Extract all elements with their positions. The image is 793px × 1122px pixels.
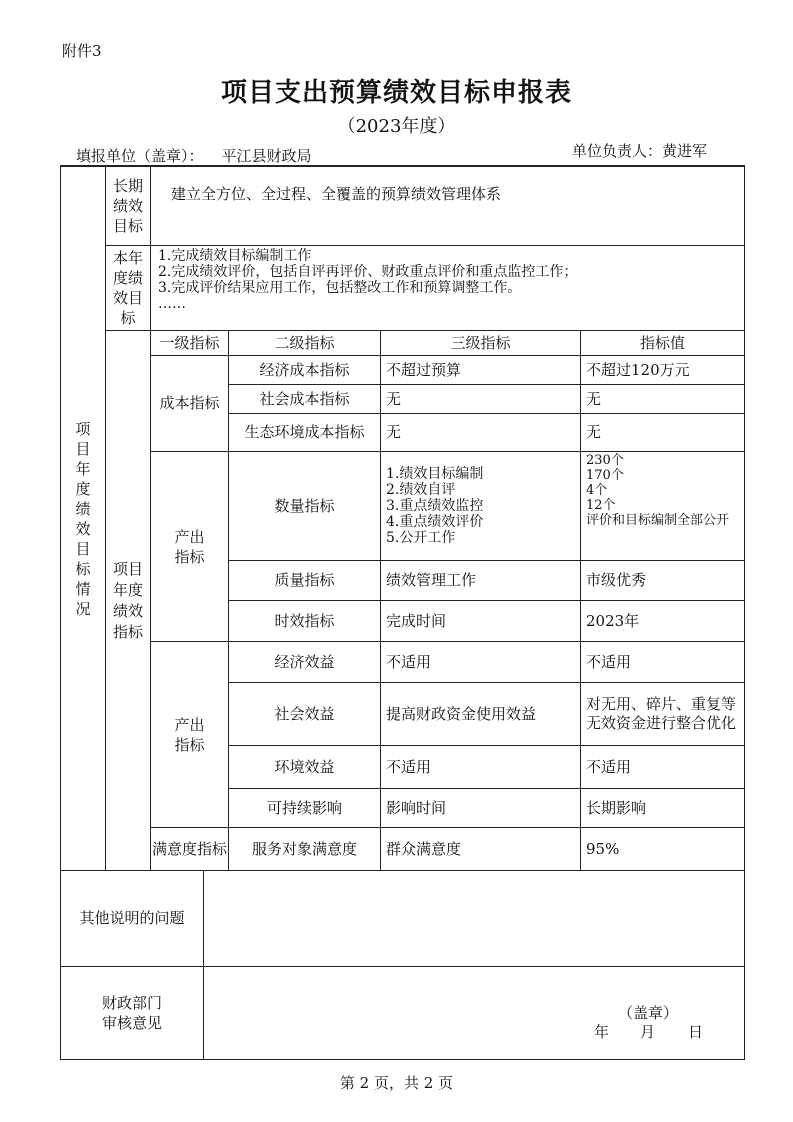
annual-goal-line: …… [158,296,186,312]
project-annual-goal-label: 项目年度绩效目标情况 [75,419,91,618]
row-level3: 影响时间 [386,798,447,817]
row-level2: 环境效益 [274,757,335,776]
filing-unit-name: 平江县财政局 [221,147,312,165]
row-value: 95% [586,839,620,858]
quantity-item: 1.绩效目标编制 [386,466,484,482]
row-value: 长期影响 [586,798,647,817]
row-value [581,452,744,560]
row-level3: 完成时间 [386,611,447,630]
page-title: 项目支出预算绩效目标申报表 [220,78,572,108]
annual-goal-line: 2.完成绩效评价，包括自评再评价、财政重点评价和重点监控工作； [158,264,578,280]
header-level1: 一级指标 [159,333,220,352]
row-value: 2023年 [586,611,640,630]
date-month: 月 [640,1023,656,1041]
row-level2: 生态环境成本指标 [244,423,365,441]
attachment-label: 附件3 [62,42,102,60]
row-level3: 无 [386,423,402,441]
quantity-item: 5.公开工作 [386,530,456,546]
header-level2: 二级指标 [274,333,335,352]
quantity-value: 170个 [586,468,624,483]
row-value: 市级优秀 [586,571,647,589]
row-level2: 经济效益 [274,652,335,671]
long-term-goal-label: 长期绩效目标 [112,177,143,235]
filing-unit-label: 填报单位（盖章）： [76,147,204,165]
annual-indicator-label: 项目年度绩效指标 [112,559,143,641]
annual-goal-label: 本年度绩效目标 [112,249,143,327]
row-value: 无 [586,389,602,408]
row-level3: 提高财政资金使用效益 [386,704,537,723]
row-level3: 不超过预算 [386,360,462,379]
row-value: 不适用 [586,757,632,776]
long-term-goal-content: 建立全方位、全过程、全覆盖的预算绩效管理体系 [171,185,502,203]
row-level3: 无 [386,389,402,408]
annual-goal-line: 1.完成绩效目标编制工作 [158,248,312,264]
quantity-value: 230个 [586,453,624,468]
quantity-item: 4.重点绩效评价 [386,514,484,530]
date-day: 日 [688,1023,704,1041]
seal-label: （盖章） [618,1004,679,1022]
finance-review-label: 财政部门审核意见 [101,994,162,1032]
group-satisfaction: 满意度指标 [151,840,227,858]
date-year: 年 [594,1023,610,1041]
other-issues-field[interactable] [204,871,744,966]
row-level2: 时效指标 [274,611,335,630]
row-level3: 不适用 [386,757,432,776]
quantity-item: 3.重点绩效监控 [386,498,484,514]
group-cost: 成本指标 [159,394,220,412]
row-level3: 绩效管理工作 [386,571,477,589]
row-value: 无 [586,423,602,441]
group-output: 产出指标 [174,527,205,566]
row-value: 不适用 [586,652,632,671]
quantity-value: 4个 [586,483,608,498]
row-level2: 社会效益 [274,704,335,723]
row-level2: 可持续影响 [266,798,342,817]
quantity-value: 评价和目标编制全部公开 [586,513,730,528]
quantity-item: 2.绩效自评 [386,482,456,498]
row-level2: 数量指标 [274,496,335,515]
header-value: 指标值 [639,333,685,352]
unit-leader: 单位负责人：黄进军 [572,142,708,160]
row-level2: 经济成本指标 [259,360,350,379]
row-level3: 群众满意度 [386,839,462,858]
annual-goal-line: 3.完成评价结果应用工作，包括整改工作和预算调整工作。 [158,280,522,296]
year-label: （2023年度） [337,116,456,137]
row-level3 [381,452,580,560]
other-issues-label: 其他说明的问题 [79,909,185,927]
page-number: 第 2 页，共 2 页 [339,1074,454,1092]
group-benefit: 产出指标 [174,715,205,754]
annual-goal-content [151,248,744,330]
row-level3: 不适用 [386,652,432,671]
row-value: 对无用、碎片、重复等无效资金进行整合优化 [586,695,737,732]
row-level2: 社会成本指标 [259,389,350,408]
quantity-value: 12个 [586,498,616,513]
header-level3: 三级指标 [450,333,511,352]
row-level2: 服务对象满意度 [251,839,357,858]
filing-unit [76,145,312,166]
row-level2: 质量指标 [274,571,335,589]
row-value: 不超过120万元 [586,360,690,379]
